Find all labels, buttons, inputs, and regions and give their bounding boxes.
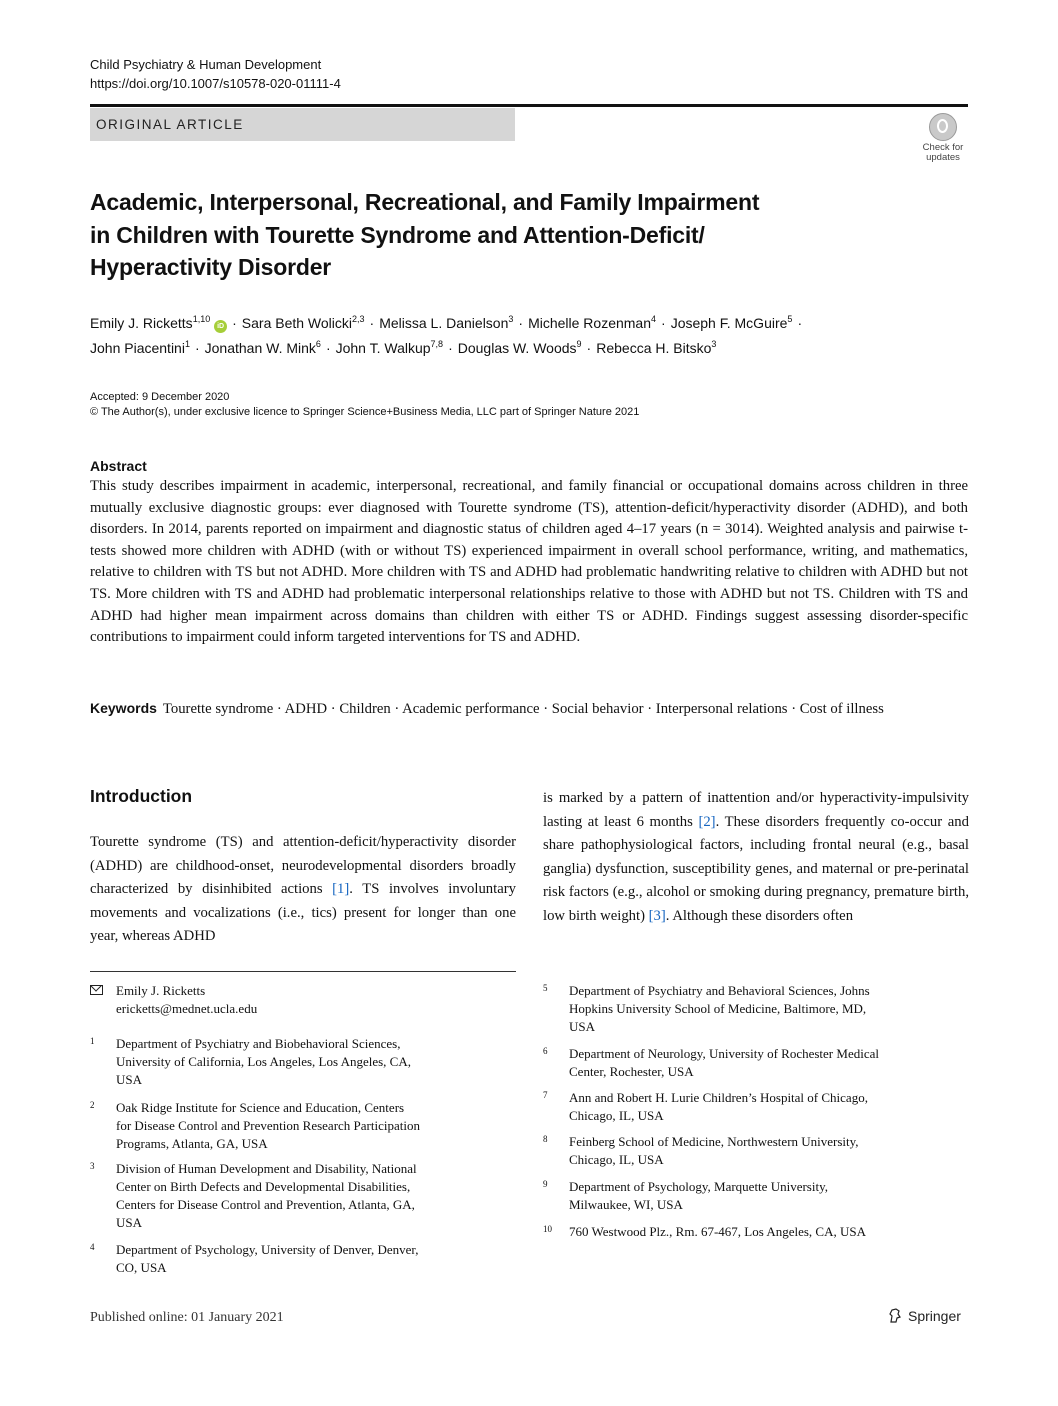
author[interactable]: Joseph F. McGuire$^5$: [670, 314, 793, 331]
check-for-updates-label: Check for updates: [922, 142, 964, 163]
envelope-icon: [90, 985, 103, 995]
author[interactable]: Douglas W. Woods$^9$: [457, 339, 582, 356]
author-line-2: John Piacentini$^1$ · Jonathan W. Mink$^6$ · John T. Walkup$^{7,8}$ · Douglas W. Woods$^9$ · Rebecca H. Bitsko$^3$: [90, 339, 717, 356]
keywords-label: Keywords: [90, 700, 157, 716]
introduction-right-column: is marked by a pattern of inattention and/or hyperactivity-impulsivity lasting at least 6 months [2]. These disorders frequently co-occur and share pathophysiological factors, including frontal neural (e.g., basal ganglia) dysfunction, susceptibility genes, and maternal or pre-perinatal risk factors (e.g., alcohol or smoking during pregnancy, premature birth, low birth weight) [3]. Although these disorders often: [543, 790, 969, 924]
article-title: Academic, Interpersonal, Recreational, and Family Impairment in Children with Tourette Syndrome and Attention-Deficit/ Hyperactivity Disorder: [90, 189, 760, 280]
introduction-left-column: Tourette syndrome (TS) and attention-deficit/hyperactivity disorder (ADHD) are childhood-onset, neurodevelopmental disorders broadly characterized by disinhibited actions [1]. TS involves involuntary movements and vocalizations (i.e., tics) present for longer than one year, whereas ADHD: [90, 834, 516, 945]
header-rule: [90, 104, 968, 107]
article-dates: [90, 390, 639, 420]
correspondence-name: Emily J. Ricketts: [116, 983, 206, 998]
correspondence-email[interactable]: ericketts@mednet.ucla.edu: [116, 1001, 258, 1016]
citation-link[interactable]: [2]: [698, 813, 716, 830]
abstract-body: This study describes impairment in academic, interpersonal, recreational, and family financial or occupational domains across children in three mutually exclusive diagnostic groups: ever diagnosed with Tourette syndrome (TS), attention-deficit/hyperactivity disorder (ADHD), and both disorders. In 2014, parents reported on impairment and diagnostic status of children aged 4–17 years (n = 3014). Weighted analysis and pairwise t-tests showed more children with ADHD (with or without TS) experienced impairment in overall school performance, writing, and mathematics, relative to children with TS but not ADHD. More children with TS and ADHD had problematic handwriting relative to children with ADHD but not TS. More children with TS and ADHD had problematic interpersonal relationships relative to those with ADHD but not TS. Children with TS and ADHD had higher mean impairment across domains than children with either TS or ADHD. Findings suggest assessing disorder-specific contributions to impairment could inform targeted interventions for TS and ADHD.: [90, 478, 968, 646]
published-date: Published online: 01 January 2021: [90, 1310, 284, 1325]
journal-name: Child Psychiatry & Human Development: [90, 57, 322, 72]
author[interactable]: Jonathan W. Mink$^6$: [204, 339, 321, 356]
copyright-line: © The Author(s), under exclusive licence to Springer Science+Business Media, LLC part of Springer Nature 2021: [90, 406, 640, 418]
introduction-heading: Introduction: [90, 786, 193, 806]
author-line-1: Emily J. Ricketts$^{1,10}$ iD · Sara Beth Wolicki$^{2,3}$ · Melissa L. Danielson$^3$ · Michelle Rozenman$^4$ · Joseph F. McGuire$^5$ ·: [90, 314, 803, 331]
doi-link[interactable]: https://doi.org/10.1007/s10578-020-01111-4: [90, 76, 341, 91]
author[interactable]: Rebecca H. Bitsko$^3$: [596, 339, 717, 356]
footnote-rule: [90, 971, 516, 972]
keywords: [90, 698, 968, 721]
publisher-logo: [888, 1308, 961, 1324]
article-type-banner: ORIGINAL ARTICLE: [90, 108, 515, 141]
citation-link[interactable]: [1]: [332, 881, 350, 898]
check-for-updates-icon: [929, 113, 957, 141]
author[interactable]: John T. Walkup$^{7,8}$: [335, 339, 444, 356]
author-list: [90, 311, 970, 361]
orcid-icon[interactable]: iD: [214, 320, 227, 333]
accepted-date: Accepted: 9 December 2020: [90, 391, 230, 403]
citation-link[interactable]: [3]: [648, 907, 666, 924]
author[interactable]: Melissa L. Danielson$^3$: [379, 314, 514, 331]
publisher-name: Springer: [908, 1308, 961, 1324]
keywords-text: Tourette syndrome · ADHD · Children · Academic performance · Social behavior · Interpersonal relations · Cost of illness: [162, 701, 884, 717]
author[interactable]: Michelle Rozenman$^4$: [528, 314, 657, 331]
author[interactable]: John Piacentini$^1$: [90, 339, 190, 356]
journal-header: [90, 55, 341, 93]
abstract-heading: Abstract: [90, 458, 147, 474]
author[interactable]: Emily J. Ricketts$^{1,10}$: [90, 314, 211, 331]
springer-horse-icon: [888, 1308, 902, 1323]
author[interactable]: Sara Beth Wolicki$^{2,3}$: [241, 314, 365, 331]
check-for-updates-button[interactable]: [916, 113, 970, 169]
